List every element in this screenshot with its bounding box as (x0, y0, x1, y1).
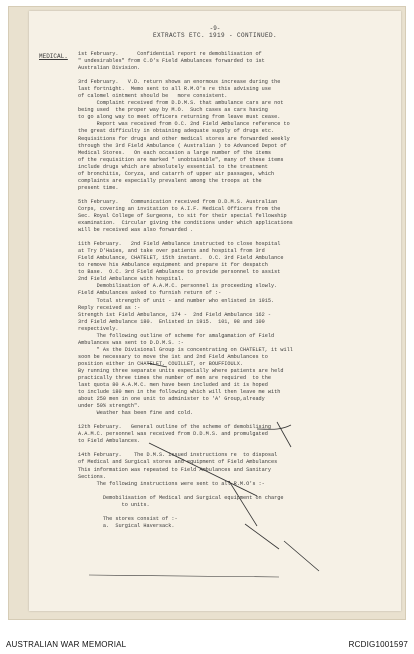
document-line: Australian Division. (78, 65, 141, 72)
document-body (78, 51, 398, 530)
pen-mark (284, 541, 319, 571)
footer-reference: RCDIG1001597 (348, 640, 408, 649)
document-line: Sections. (78, 473, 107, 480)
document-line: through the 3rd Field Ambulance ( Australian ) to Advanced Depot of (78, 142, 287, 149)
document-page (29, 11, 401, 611)
document-heading: EXTRACTS ETC. 1919 - CONTINUED. (152, 32, 278, 39)
document-line: 2nd Field Ambulance with hospital. (78, 276, 184, 283)
document-line: of bronchitis, Coryza, and catarrh of upper air passages, which (78, 170, 275, 177)
document-line: 14th February. The D.M.S. issued instructions re to disposal (78, 452, 278, 459)
document-line: soon be necessary to move the 1st and 2nd Field Ambulances to (78, 353, 268, 360)
margin-label: MEDICAL. (39, 53, 68, 60)
document-line: Ambulances was sent to D.D.M.S. :- (78, 339, 184, 346)
document-line: Demobilisation of A.A.M.C. personnel is proceeding slowly. (78, 283, 278, 290)
document-line: By running three separate units especially where patients are held (78, 367, 284, 374)
document-line: to remove his Ambulance equipment and prepare it for despatch (78, 262, 268, 269)
document-line: 12th February. General outline of the scheme of demobilising (78, 424, 272, 431)
document-line: 3rd February. V.D. return shows an enormous increase during the (78, 79, 281, 86)
document-line: to Field Ambulances. (78, 438, 141, 445)
paragraph-gap (78, 509, 398, 516)
document-line: 5th February. Communication received from D.D.M.S. Australian (78, 198, 278, 205)
paragraph-gap (78, 445, 398, 452)
document-line: Reply received as :- (78, 304, 141, 311)
document-line: respectively. (78, 325, 119, 332)
document-line: Total strength of unit - and number who enlisted in 1915. (78, 297, 275, 304)
document-line: the great difficulty in obtaining adequate supply of drugs etc. (78, 128, 275, 135)
paragraph-gap (78, 192, 398, 199)
document-line: Strength 1st Field Ambulance, 174 - 2nd Field Ambulance 162 - (78, 311, 272, 318)
document-line: to units. (78, 501, 150, 508)
document-line: complaints are especially prevalent among the troops at the (78, 177, 262, 184)
document-line: practically three times the number of men are required to the (78, 375, 272, 382)
document-line: Field Ambulance, CHATELET, 15th instant. O.C. 3rd Field Ambulance (78, 255, 284, 262)
document-line: The following outline of scheme for amalgamation of Field (78, 332, 275, 339)
paragraph-gap (78, 72, 398, 79)
document-line: 3rd Field Ambulance 180. Enlisted in 1915. 101, 98 and 100 (78, 318, 265, 325)
document-line: Requisitions for drugs and other medical stores are forwarded weekly (78, 135, 290, 142)
document-line: at Try D'Haies, and take over patients and hospital from 3rd (78, 248, 265, 255)
document-line: of Medical and Surgical stores and equipment of Field Ambulances (78, 459, 278, 466)
document-line: about 250 men in one unit to administer to 'A' Group,already (78, 396, 265, 403)
document-line: Medical Stores. On each occasion a large number of the items (78, 149, 272, 156)
paragraph-gap (78, 417, 398, 424)
document-line: being used the proper way by M.O. Such cases as cars having (78, 107, 268, 114)
document-line: 1st February. Confidential report re demobilisation of (78, 51, 262, 57)
page-number: -9- (209, 25, 221, 32)
document-line: Field Ambulances asked to furnish return of :- (78, 290, 222, 297)
document-line: Sec. Royal College of Surgeons, to sit for their special fellowship (78, 212, 287, 219)
paragraph-gap (78, 234, 398, 241)
document-line: 11th February. 2nd Field Ambulance instructed to close hospital (78, 241, 281, 248)
document-line: to Base. O.C. 3rd Field Ambulance to provide personnel to assist (78, 269, 281, 276)
document-line: Weather has been fine and cold. (78, 410, 194, 417)
document-line: last quota 80 A.A.M.C. men have been included and it is hoped (78, 382, 268, 389)
document-line: " As the Divisional Group is concentrating on CHATELET, it will (78, 346, 293, 353)
document-line: to go along way to meet officers returning from leave must cease. (78, 114, 281, 121)
document-line: " undesirables" from C.O's Field Ambulances forwarded to 1st (78, 58, 265, 65)
scanned-page-background (8, 6, 406, 620)
document-line: Corps, covering an invitation to A.I.F. Medical Officers from the (78, 205, 281, 212)
document-line: This information was repeated to Field Ambulances and Sanitary (78, 466, 272, 473)
paragraph-gap (78, 488, 398, 495)
document-line: a. Surgical Haversack. (78, 522, 175, 529)
archive-footer (0, 638, 414, 654)
document-line: present time. (78, 184, 119, 191)
document-line: The following instructions were sent to all R.M.O's :- (78, 480, 265, 487)
document-line: last fortnight. Memo sent to all R.M.O's re this advising use (78, 86, 272, 93)
document-line: position either in CHATELET, COUILLET, or BOUFFIOULX. (78, 360, 243, 367)
document-line: Demobilisation of Medical and Surgical equipment on charge (78, 494, 284, 501)
document-line: to include 180 men in the following which will then leave me with (78, 389, 281, 396)
document-line: include drugs which are absolutely essential to the treatment (78, 163, 268, 170)
document-line: examination. Circular giving the conditions under which applications (78, 220, 293, 227)
document-line: under 50% strength". (78, 403, 141, 410)
document-line: will be received was also forwarded . (78, 227, 194, 234)
document-line: A.A.M.C. personnel was received from D.D.M.S. and promulgated (78, 431, 268, 438)
pen-mark (89, 575, 279, 577)
document-line: Report was received from O.C. 2nd Field Ambulance reference to (78, 121, 290, 128)
document-line: The stores consist of :- (78, 515, 178, 522)
document-line: of calomel ointment should be more consistent. (78, 93, 228, 100)
document-line: Complaint received from D.D.M.S. that ambulance cars are not (78, 100, 284, 107)
document-line: of the requisition are marked " unobtainable", many of these items (78, 156, 284, 163)
footer-institution: AUSTRALIAN WAR MEMORIAL (6, 640, 127, 649)
